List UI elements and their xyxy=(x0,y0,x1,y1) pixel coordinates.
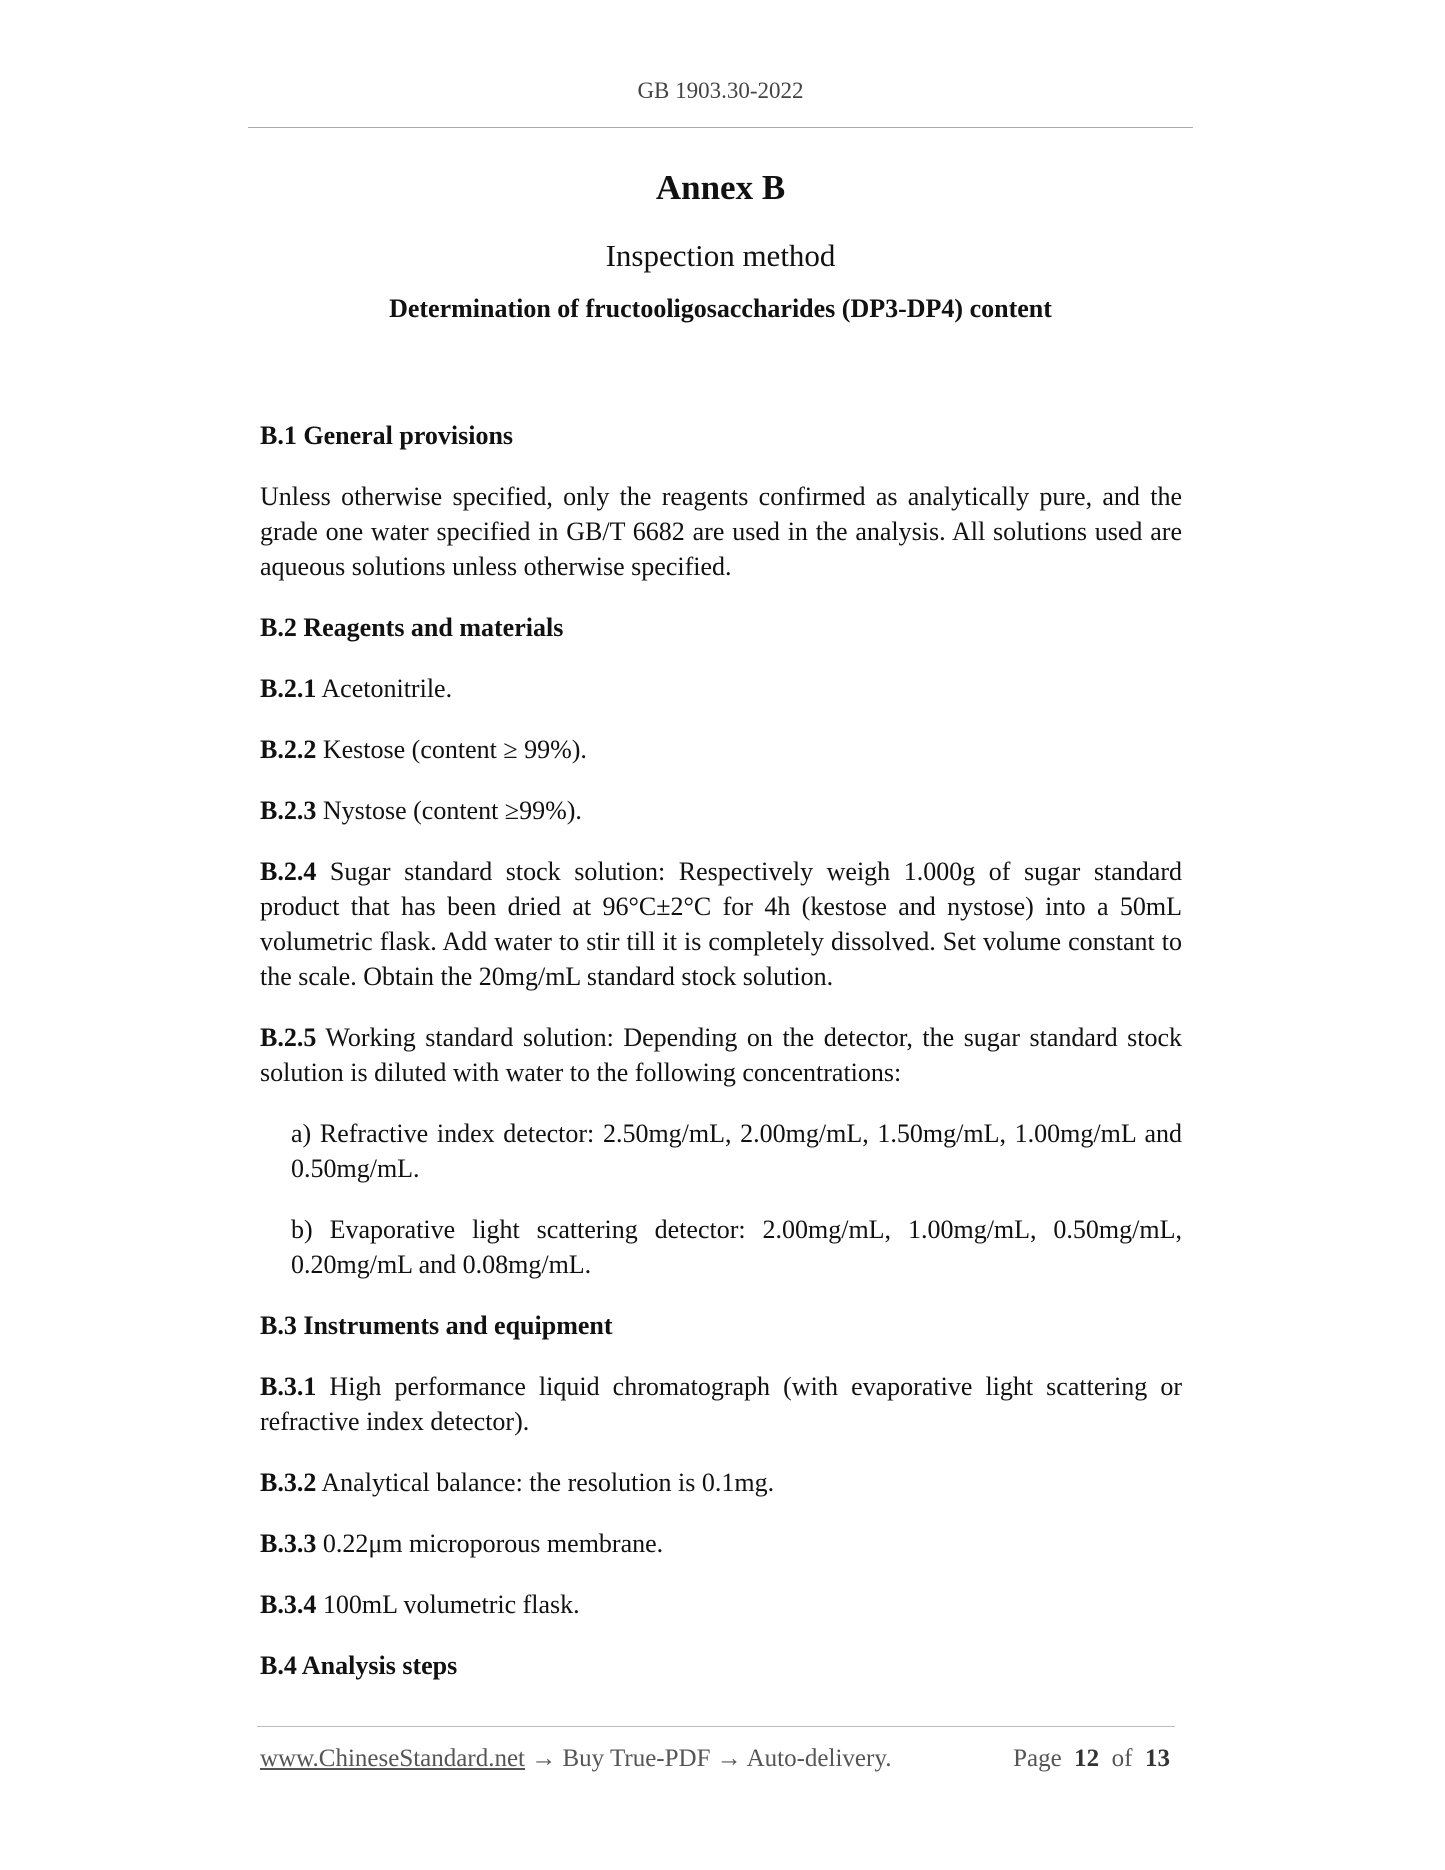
clause-number: B.3.3 xyxy=(260,1529,317,1558)
clause-number: B.2.1 xyxy=(260,674,317,703)
list-item-a: a) Refractive index detector: 2.50mg/mL, 2.00mg/mL, 1.50mg/mL, 1.00mg/mL and 0.50mg/mL. xyxy=(291,1119,1182,1183)
clause-b3-1 xyxy=(260,1369,1182,1439)
paragraph-b1: Unless otherwise specified, only the reagents confirmed as analytically pure, and the grade one water specified in GB/T 6682 are used in the analysis. All solutions used are aqueous solutions unless otherwise specified. xyxy=(260,482,1182,581)
clause-text: Nystose (content ≥99%). xyxy=(316,796,582,825)
page-total: 13 xyxy=(1145,1745,1170,1772)
website-link[interactable]: www.ChineseStandard.net xyxy=(260,1745,525,1772)
page-current: 12 xyxy=(1074,1745,1100,1772)
clause-text: Working standard solution: Depending on the detector, the sugar standard stock solution is diluted with water to the following concentrations: xyxy=(260,1023,1182,1087)
section-heading-b2: B.2 Reagents and materials xyxy=(260,613,564,642)
clause-b3-2 xyxy=(260,1465,1182,1500)
header-divider xyxy=(248,127,1193,128)
clause-number: B.2.4 xyxy=(260,857,317,886)
clause-b2-4 xyxy=(260,854,1182,994)
clause-number: B.3.4 xyxy=(260,1590,317,1619)
page-footer xyxy=(260,1745,1175,1773)
clause-b3-4 xyxy=(260,1587,1182,1622)
page-of: of xyxy=(1111,1745,1133,1772)
clause-b2-5 xyxy=(260,1020,1182,1090)
document-header: GB 1903.30-2022 xyxy=(637,78,804,103)
clause-text: Kestose (content ≥ 99%). xyxy=(316,735,587,764)
clause-b3-3 xyxy=(260,1526,1182,1561)
clause-text: Acetonitrile. xyxy=(316,674,453,703)
annex-subtitle: Inspection method xyxy=(605,238,836,273)
clause-text: 100mL volumetric flask. xyxy=(316,1590,580,1619)
section-heading-b4: B.4 Analysis steps xyxy=(260,1651,458,1680)
clause-b2-1 xyxy=(260,671,1182,706)
clause-text: 0.22μm microporous membrane. xyxy=(316,1529,664,1558)
list-item-b: b) Evaporative light scattering detector: 2.00mg/mL, 1.00mg/mL, 0.50mg/mL, 0.20mg/mL and 0.08mg/mL. xyxy=(291,1215,1182,1279)
section-heading-b1: B.1 General provisions xyxy=(260,421,514,450)
footer-divider xyxy=(257,1726,1175,1727)
footer-tagline: → Buy True-PDF → Auto-delivery. xyxy=(525,1745,892,1772)
clause-b2-2 xyxy=(260,732,1182,767)
clause-text: Analytical balance: the resolution is 0.1mg. xyxy=(316,1468,775,1497)
page-label: Page xyxy=(1013,1745,1062,1772)
annex-description: Determination of fructooligosaccharides (DP3-DP4) content xyxy=(389,294,1052,323)
clause-number: B.3.2 xyxy=(260,1468,317,1497)
clause-b2-3 xyxy=(260,793,1182,828)
document-body xyxy=(260,418,1182,1709)
clause-text: Sugar standard stock solution: Respectively weigh 1.000g of sugar standard product that has been dried at 96°C±2°C for 4h (kestose and nystose) into a 50mL volumetric flask. Add water to stir till it is completely dissolved. Set volume constant to the scale. Obtain the 20mg/mL standard stock solution. xyxy=(260,857,1182,991)
page-indicator xyxy=(1013,1745,1170,1773)
clause-text: High performance liquid chromatograph (with evaporative light scattering or refractive index detector). xyxy=(260,1372,1182,1436)
section-heading-b3: B.3 Instruments and equipment xyxy=(260,1311,613,1340)
clause-number: B.2.3 xyxy=(260,796,317,825)
clause-number: B.3.1 xyxy=(260,1372,317,1401)
annex-title: Annex B xyxy=(655,168,786,207)
clause-number: B.2.5 xyxy=(260,1023,317,1052)
clause-number: B.2.2 xyxy=(260,735,317,764)
